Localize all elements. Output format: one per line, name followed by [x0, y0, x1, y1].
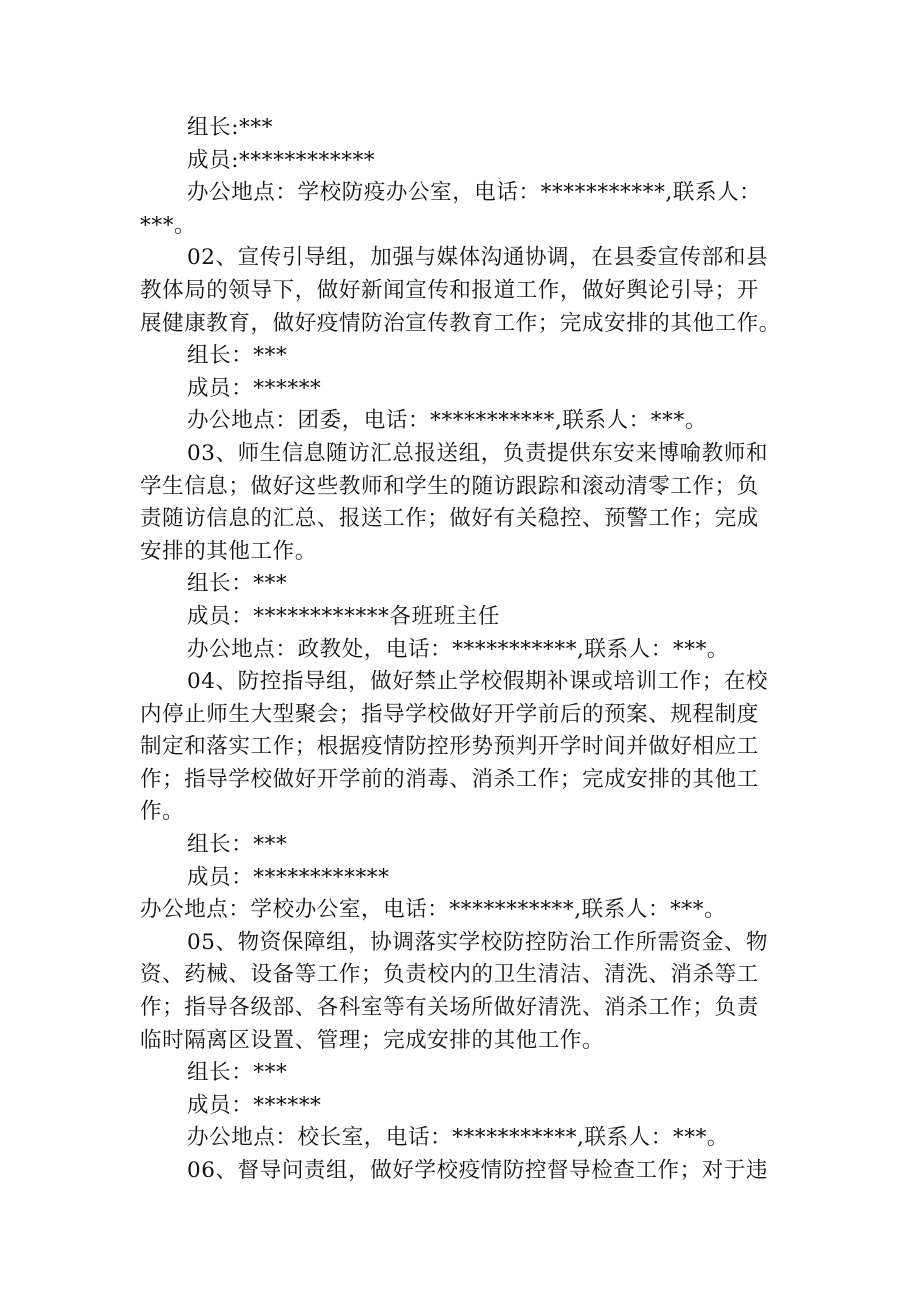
text-line: 03、师生信息随访汇总报送组，负责提供东安来博喻教师和 [187, 440, 769, 466]
text-line: 办公地点：学校防疫办公室，电话：***********,联系人： [187, 180, 762, 206]
text-line: 教体局的领导下，做好新闻宣传和报道工作，做好舆论引导；开 [140, 277, 759, 303]
text-line: 成员：************各班班主任 [187, 603, 501, 629]
text-line: 办公地点：政教处，电话：***********,联系人：***。 [187, 636, 730, 662]
text-line: 作；指导学校做好开学前的消毒、消杀工作；完成安排的其他工 [140, 766, 759, 792]
text-line: 组长：*** [187, 343, 288, 369]
text-line: 组长：*** [187, 571, 288, 597]
text-line: 成员：****** [187, 375, 322, 401]
text-line: 办公地点：团委，电话：***********,联系人：***。 [187, 408, 707, 434]
text-line: 组长：*** [187, 1060, 288, 1086]
text-line: 制定和落实工作；根据疫情防控形势预判开学时间并做好相应工 [140, 734, 759, 760]
text-line: 06、督导问责组，做好学校疫情防控督导检查工作；对于违 [187, 1158, 769, 1183]
text-line: 02、宣传引导组，加强与媒体沟通协调，在县委宣传部和县 [187, 245, 769, 271]
text-line: 责随访信息的汇总、报送工作；做好有关稳控、预警工作；完成 [140, 506, 759, 532]
text-line: 成员：****** [187, 1092, 322, 1118]
text-line: 办公地点：学校办公室，电话：***********,联系人：***。 [140, 897, 727, 923]
text-line: 成员：************ [187, 864, 390, 890]
text-line: 内停止师生大型聚会；指导学校做好开学前后的预案、规程制度 [140, 701, 759, 727]
text-line: 临时隔离区设置、管理；完成安排的其他工作。 [140, 1027, 605, 1053]
text-line: 组长：*** [187, 832, 288, 858]
text-line: 作。 [140, 799, 185, 825]
text-line: 作；指导各级部、各科室等有关场所做好清洗、消杀工作；负责 [140, 995, 759, 1021]
text-line: 学生信息；做好这些教师和学生的随访跟踪和滚动清零工作；负 [140, 473, 759, 499]
text-line: 办公地点：校长室，电话：***********,联系人：***。 [187, 1125, 730, 1151]
document-body [140, 112, 785, 1188]
text-line: ***。 [140, 212, 197, 238]
text-line: 安排的其他工作。 [140, 538, 317, 564]
text-line: 05、物资保障组，协调落实学校防控防治工作所需资金、物 [187, 929, 769, 955]
text-line: 组长:*** [187, 115, 274, 140]
text-line: 04、防控指导组，做好禁止学校假期补课或培训工作；在校 [187, 669, 769, 695]
text-line: 展健康教育，做好疫情防治宣传教育工作；完成安排的其他工作。 [140, 310, 781, 336]
text-line: 成员:************ [187, 147, 376, 173]
text-line: 资、药械、设备等工作；负责校内的卫生清洁、清洗、消杀等工 [140, 962, 759, 988]
